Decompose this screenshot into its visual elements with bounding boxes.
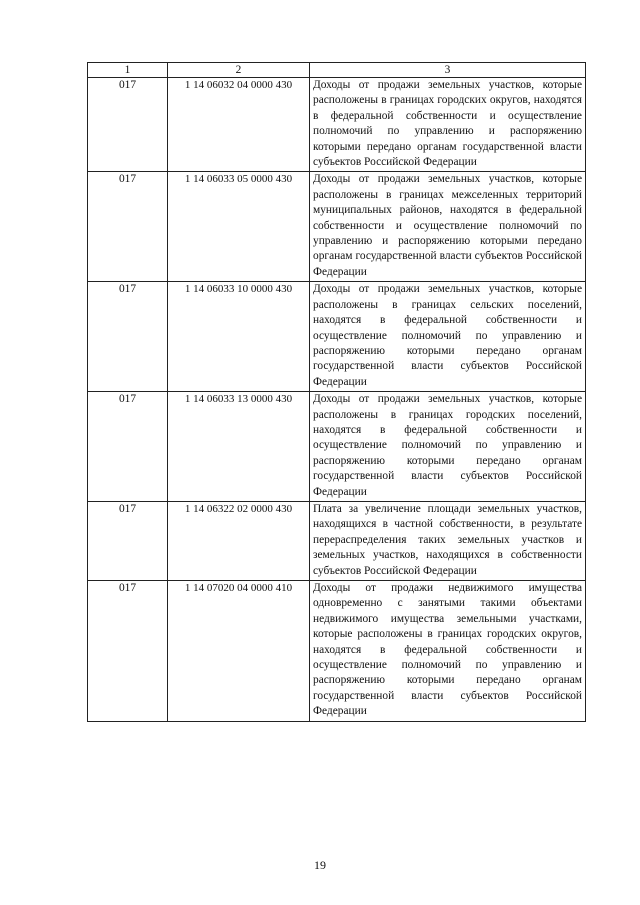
budget-codes-table <box>87 62 586 722</box>
kbk-code-cell: 1 14 06032 04 0000 430 <box>168 78 310 172</box>
table-row <box>88 501 586 580</box>
table-row <box>88 581 586 722</box>
kbk-code-cell: 1 14 06322 02 0000 430 <box>168 501 310 580</box>
description-cell: Доходы от продажи земельных участков, которые расположены в границах городских поселений, находятся в федеральной собственности и осуществление полномочий по управлению и распоряжению которыми передано органам государственной власти субъектов Российской Федерации <box>310 392 586 502</box>
column-header-1: 1 <box>88 63 168 78</box>
admin-code-cell: 017 <box>88 581 168 722</box>
description-cell: Доходы от продажи земельных участков, которые расположены в границах городских округов, находятся в федеральной собственности и осуществление полномочий по управлению и распоряжению которыми передано органам государственной власти субъектов Российской Федерации <box>310 78 586 172</box>
admin-code-cell: 017 <box>88 392 168 502</box>
kbk-code-cell: 1 14 06033 13 0000 430 <box>168 392 310 502</box>
description-cell: Плата за увеличение площади земельных участков, находящихся в частной собственности, в результате перераспределения таких земельных участков и земельных участков, находящихся в собственности субъектов Российской Федерации <box>310 501 586 580</box>
table-row <box>88 282 586 392</box>
admin-code-cell: 017 <box>88 501 168 580</box>
table-header-row <box>88 63 586 78</box>
column-header-3: 3 <box>310 63 586 78</box>
description-cell: Доходы от продажи земельных участков, которые расположены в границах межселенных территорий муниципальных районов, находятся в федеральной собственности и осуществление полномочий по управлению и распоряжению которыми передано органам государственной власти субъектов Российской Федерации <box>310 172 586 282</box>
column-header-2: 2 <box>168 63 310 78</box>
page-number: 19 <box>314 858 326 872</box>
table-body <box>88 78 586 722</box>
description-cell: Доходы от продажи недвижимого имущества одновременно с занятыми такими объектами недвижимого имущества земельными участками, которые расположены в границах городских округов, находятся в федеральной собственности и осуществление полномочий по управлению и распоряжению которыми передано органам государственной власти субъектов Российской Федерации <box>310 581 586 722</box>
table-row <box>88 78 586 172</box>
admin-code-cell: 017 <box>88 78 168 172</box>
admin-code-cell: 017 <box>88 172 168 282</box>
description-cell: Доходы от продажи земельных участков, которые расположены в границах сельских поселений, находятся в федеральной собственности и осуществление полномочий по управлению и распоряжению которыми передано органам государственной власти субъектов Российской Федерации <box>310 282 586 392</box>
admin-code-cell: 017 <box>88 282 168 392</box>
kbk-code-cell: 1 14 06033 05 0000 430 <box>168 172 310 282</box>
table-header <box>88 63 586 78</box>
table-row <box>88 392 586 502</box>
kbk-code-cell: 1 14 06033 10 0000 430 <box>168 282 310 392</box>
table-row <box>88 172 586 282</box>
kbk-code-cell: 1 14 07020 04 0000 410 <box>168 581 310 722</box>
